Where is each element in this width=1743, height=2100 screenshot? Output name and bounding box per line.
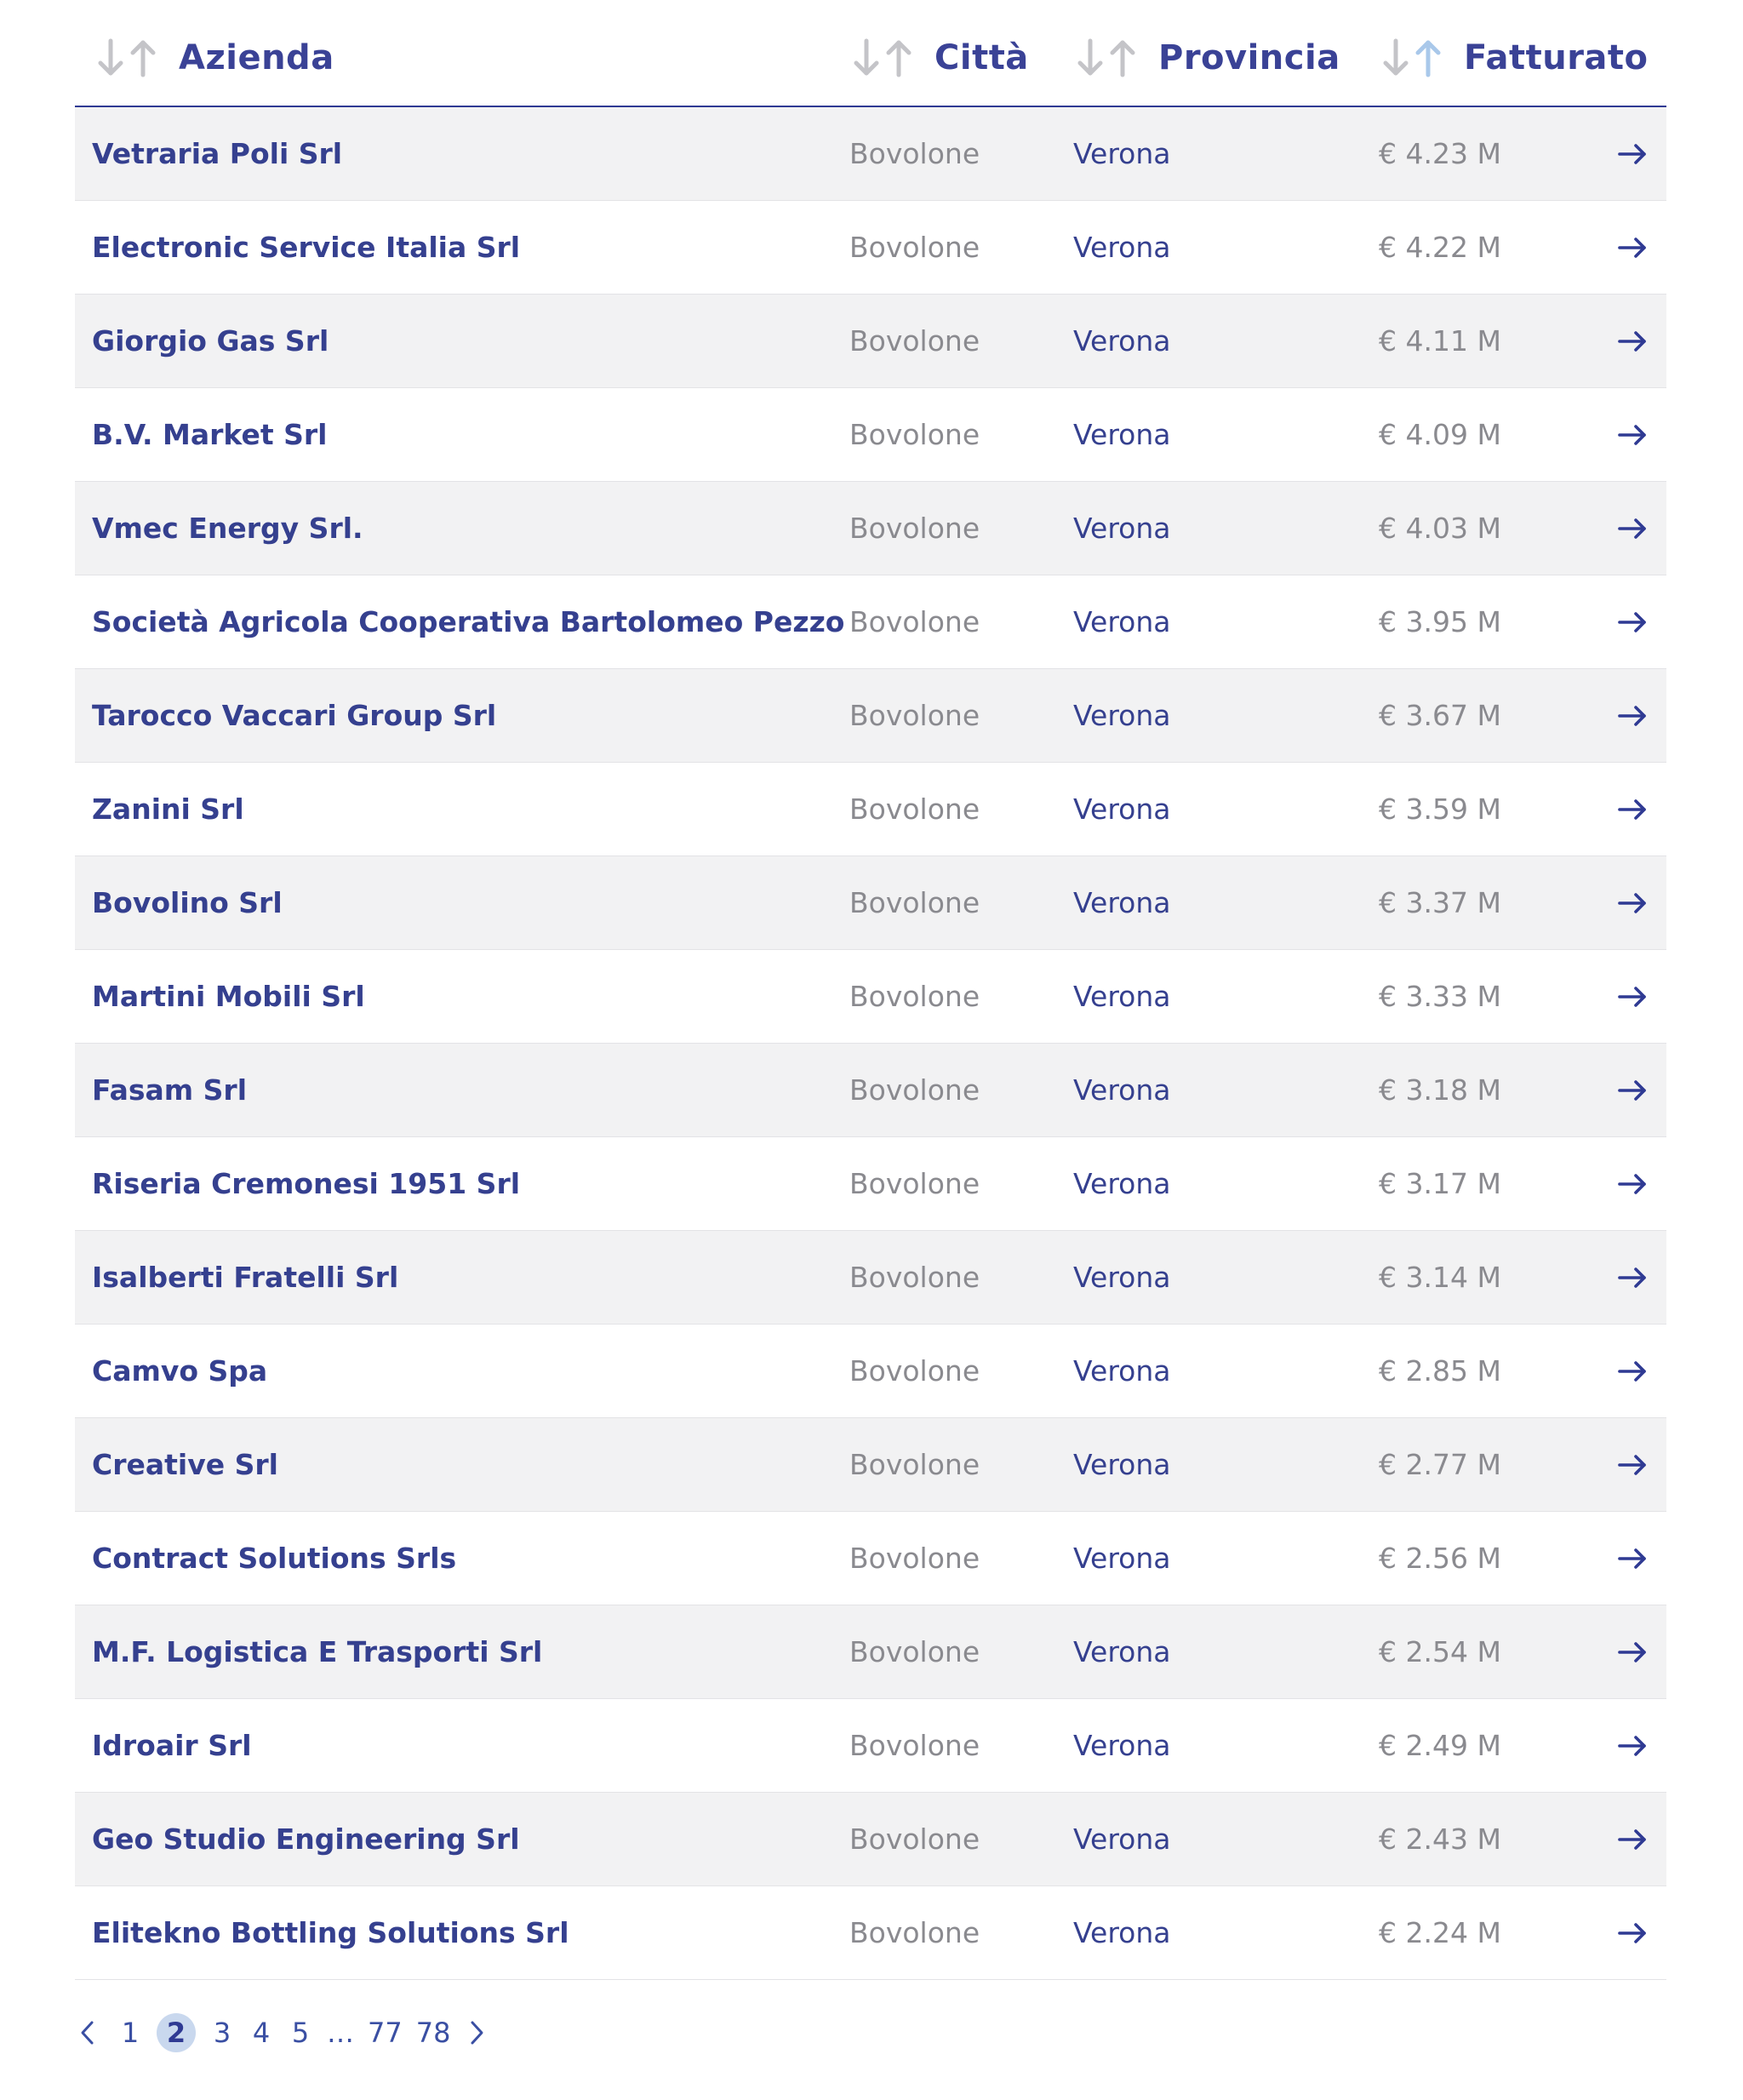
- city-cell: Bovolone: [849, 418, 980, 451]
- revenue-cell: € 3.18 M: [1379, 1073, 1501, 1107]
- city-cell: Bovolone: [849, 1542, 980, 1575]
- page-link[interactable]: 4: [252, 2017, 271, 2049]
- city-cell: Bovolone: [849, 1354, 980, 1388]
- province-link[interactable]: Verona: [1073, 231, 1171, 264]
- header-label: Provincia: [1158, 38, 1340, 77]
- city-cell: Bovolone: [849, 1822, 980, 1856]
- table-row[interactable]: [75, 669, 1666, 763]
- table-row[interactable]: [75, 1699, 1666, 1793]
- pagination: [75, 2007, 506, 2058]
- table-row[interactable]: [75, 575, 1666, 669]
- header-fatturato[interactable]: [1379, 36, 1649, 80]
- city-cell: Bovolone: [849, 1916, 980, 1949]
- province-link[interactable]: Verona: [1073, 1261, 1171, 1294]
- revenue-cell: € 3.67 M: [1379, 699, 1501, 732]
- arrow-right-icon[interactable]: [1615, 1231, 1649, 1325]
- city-cell: Bovolone: [849, 793, 980, 826]
- company-name-link[interactable]: Bovolino Srl: [92, 886, 283, 919]
- revenue-cell: € 2.56 M: [1379, 1542, 1501, 1575]
- page-link[interactable]: 1: [121, 2017, 140, 2049]
- province-link[interactable]: Verona: [1073, 418, 1171, 451]
- company-name-link[interactable]: Vetraria Poli Srl: [92, 137, 343, 170]
- sort-arrows-icon[interactable]: [1073, 36, 1140, 80]
- table-row[interactable]: [75, 1137, 1666, 1231]
- arrow-right-icon[interactable]: [1615, 107, 1649, 201]
- province-link[interactable]: Verona: [1073, 1916, 1171, 1949]
- city-cell: Bovolone: [849, 231, 980, 264]
- companies-table: [75, 0, 1666, 1980]
- page-link[interactable]: 78: [415, 2017, 451, 2049]
- company-name-link[interactable]: M.F. Logistica E Trasporti Srl: [92, 1635, 543, 1668]
- header-azienda[interactable]: [94, 36, 334, 80]
- arrow-right-icon[interactable]: [1615, 763, 1649, 856]
- company-name-link[interactable]: Fasam Srl: [92, 1073, 248, 1107]
- page-link[interactable]: 3: [213, 2017, 231, 2049]
- revenue-cell: € 4.09 M: [1379, 418, 1501, 451]
- table-row[interactable]: [75, 1418, 1666, 1512]
- province-link[interactable]: Verona: [1073, 793, 1171, 826]
- header-label: Città: [934, 38, 1029, 77]
- company-name-link[interactable]: Tarocco Vaccari Group Srl: [92, 699, 497, 732]
- table-row[interactable]: [75, 201, 1666, 295]
- revenue-cell: € 2.54 M: [1379, 1635, 1501, 1668]
- sort-arrows-icon[interactable]: [94, 36, 160, 80]
- table-row[interactable]: [75, 763, 1666, 856]
- table-row[interactable]: [75, 482, 1666, 575]
- revenue-cell: € 2.43 M: [1379, 1822, 1501, 1856]
- revenue-cell: € 4.23 M: [1379, 137, 1501, 170]
- company-name-link[interactable]: Camvo Spa: [92, 1354, 268, 1388]
- province-link[interactable]: Verona: [1073, 886, 1171, 919]
- table-body: [75, 107, 1666, 1980]
- arrow-right-icon[interactable]: [1615, 1605, 1649, 1699]
- province-link[interactable]: Verona: [1073, 1542, 1171, 1575]
- table-row[interactable]: [75, 950, 1666, 1044]
- arrow-right-icon[interactable]: [1615, 1886, 1649, 1980]
- arrow-right-icon[interactable]: [1615, 1793, 1649, 1886]
- arrow-right-icon[interactable]: [1615, 1418, 1649, 1512]
- city-cell: Bovolone: [849, 699, 980, 732]
- company-name-link[interactable]: Riseria Cremonesi 1951 Srl: [92, 1167, 521, 1200]
- arrow-right-icon[interactable]: [1615, 295, 1649, 388]
- city-cell: Bovolone: [849, 1729, 980, 1762]
- province-link[interactable]: Verona: [1073, 1354, 1171, 1388]
- revenue-cell: € 3.33 M: [1379, 980, 1501, 1013]
- revenue-cell: € 4.22 M: [1379, 231, 1501, 264]
- city-cell: Bovolone: [849, 137, 980, 170]
- province-link[interactable]: Verona: [1073, 1448, 1171, 1481]
- province-link[interactable]: Verona: [1073, 324, 1171, 358]
- company-name-link[interactable]: Contract Solutions Srls: [92, 1542, 457, 1575]
- company-name-link[interactable]: Vmec Energy Srl.: [92, 512, 363, 545]
- province-link[interactable]: Verona: [1073, 1729, 1171, 1762]
- company-name-link[interactable]: Giorgio Gas Srl: [92, 324, 329, 358]
- city-cell: Bovolone: [849, 980, 980, 1013]
- province-link[interactable]: Verona: [1073, 512, 1171, 545]
- table-row[interactable]: [75, 1325, 1666, 1418]
- company-name-link[interactable]: Elitekno Bottling Solutions Srl: [92, 1916, 569, 1949]
- city-cell: Bovolone: [849, 1073, 980, 1107]
- arrow-right-icon[interactable]: [1615, 482, 1649, 575]
- table-header: [75, 0, 1666, 107]
- revenue-cell: € 4.11 M: [1379, 324, 1501, 358]
- province-link[interactable]: Verona: [1073, 1167, 1171, 1200]
- company-name-link[interactable]: Geo Studio Engineering Srl: [92, 1822, 520, 1856]
- revenue-cell: € 2.77 M: [1379, 1448, 1501, 1481]
- arrow-right-icon[interactable]: [1615, 1044, 1649, 1137]
- table-row[interactable]: [75, 1793, 1666, 1886]
- table-row[interactable]: [75, 1231, 1666, 1325]
- province-link[interactable]: Verona: [1073, 1635, 1171, 1668]
- page-link[interactable]: 5: [291, 2017, 310, 2049]
- chevron-right-icon[interactable]: [464, 2012, 489, 2053]
- company-name-link[interactable]: Electronic Service Italia Srl: [92, 231, 521, 264]
- city-cell: Bovolone: [849, 605, 980, 638]
- company-name-link[interactable]: B.V. Market Srl: [92, 418, 328, 451]
- company-name-link[interactable]: Martini Mobili Srl: [92, 980, 365, 1013]
- table-row[interactable]: [75, 107, 1666, 201]
- page-link[interactable]: 77: [368, 2017, 403, 2049]
- city-cell: Bovolone: [849, 1167, 980, 1200]
- revenue-cell: € 2.24 M: [1379, 1916, 1501, 1949]
- province-link[interactable]: Verona: [1073, 980, 1171, 1013]
- province-link[interactable]: Verona: [1073, 1822, 1171, 1856]
- province-link[interactable]: Verona: [1073, 605, 1171, 638]
- arrow-right-icon[interactable]: [1615, 1325, 1649, 1418]
- revenue-cell: € 3.14 M: [1379, 1261, 1501, 1294]
- arrow-right-icon[interactable]: [1615, 201, 1649, 295]
- company-name-link[interactable]: Creative Srl: [92, 1448, 278, 1481]
- company-name-link[interactable]: Idroair Srl: [92, 1729, 252, 1762]
- revenue-cell: € 3.59 M: [1379, 793, 1501, 826]
- table-row[interactable]: [75, 1512, 1666, 1605]
- city-cell: Bovolone: [849, 512, 980, 545]
- arrow-right-icon[interactable]: [1615, 388, 1649, 482]
- table-row[interactable]: [75, 1605, 1666, 1699]
- revenue-cell: € 3.37 M: [1379, 886, 1501, 919]
- city-cell: Bovolone: [849, 886, 980, 919]
- header-label: Azienda: [179, 38, 334, 77]
- arrow-right-icon[interactable]: [1615, 1699, 1649, 1793]
- header-provincia[interactable]: [1073, 36, 1340, 80]
- city-cell: Bovolone: [849, 1261, 980, 1294]
- arrow-right-icon[interactable]: [1615, 856, 1649, 950]
- chevron-left-icon[interactable]: [75, 2012, 100, 2053]
- revenue-cell: € 2.85 M: [1379, 1354, 1501, 1388]
- table-row[interactable]: [75, 1044, 1666, 1137]
- revenue-cell: € 4.03 M: [1379, 512, 1501, 545]
- province-link[interactable]: Verona: [1073, 137, 1171, 170]
- table-row[interactable]: [75, 1886, 1666, 1980]
- city-cell: Bovolone: [849, 324, 980, 358]
- sort-arrows-icon[interactable]: [849, 36, 916, 80]
- arrow-right-icon[interactable]: [1615, 575, 1649, 669]
- table-row[interactable]: [75, 856, 1666, 950]
- page-current[interactable]: 2: [157, 2013, 196, 2052]
- header-label: Fatturato: [1464, 38, 1649, 77]
- company-name-link[interactable]: Zanini Srl: [92, 793, 244, 826]
- city-cell: Bovolone: [849, 1448, 980, 1481]
- arrow-right-icon[interactable]: [1615, 669, 1649, 763]
- page-ellipsis: …: [327, 2017, 354, 2049]
- revenue-cell: € 2.49 M: [1379, 1729, 1501, 1762]
- province-link[interactable]: Verona: [1073, 1073, 1171, 1107]
- sort-arrows-active-icon[interactable]: [1379, 36, 1445, 80]
- company-name-link[interactable]: Isalberti Fratelli Srl: [92, 1261, 399, 1294]
- table-row[interactable]: [75, 388, 1666, 482]
- arrow-right-icon[interactable]: [1615, 950, 1649, 1044]
- arrow-right-icon[interactable]: [1615, 1512, 1649, 1605]
- company-name-link[interactable]: Società Agricola Cooperativa Bartolomeo Pezzo: [92, 605, 845, 638]
- revenue-cell: € 3.17 M: [1379, 1167, 1501, 1200]
- city-cell: Bovolone: [849, 1635, 980, 1668]
- table-row[interactable]: [75, 295, 1666, 388]
- province-link[interactable]: Verona: [1073, 699, 1171, 732]
- revenue-cell: € 3.95 M: [1379, 605, 1501, 638]
- arrow-right-icon[interactable]: [1615, 1137, 1649, 1231]
- header-citta[interactable]: [849, 36, 1029, 80]
